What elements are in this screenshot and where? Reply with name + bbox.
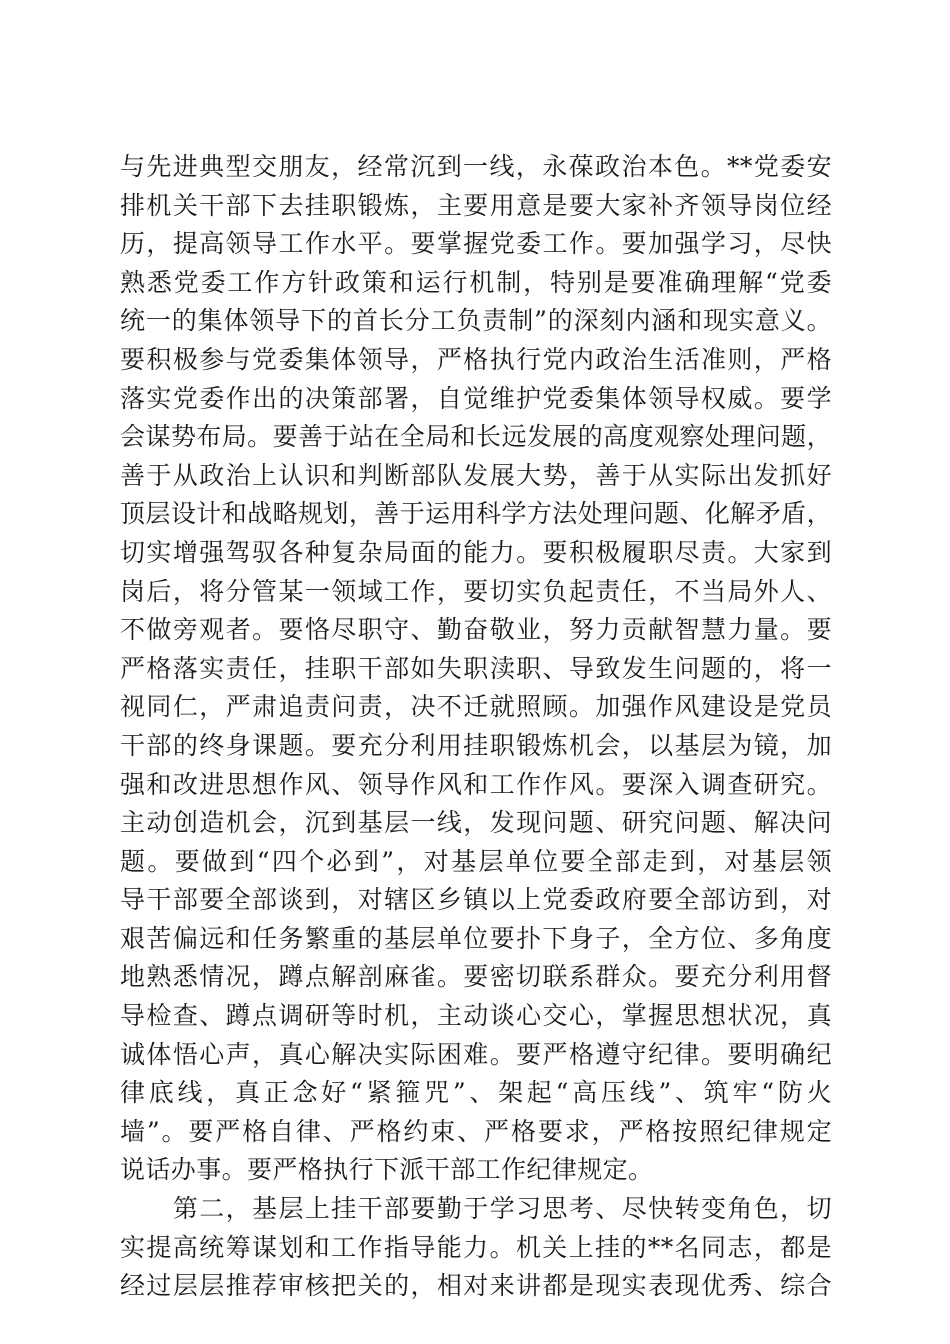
text-line: 说话办事。要严格执行下派干部工作纪律规定。: [120, 1155, 654, 1185]
text-line: 诚体悟心声，真心解决实际困难。要严格遵守纪律。要明确纪: [120, 1039, 832, 1069]
text-line: 导干部要全部谈到，对辖区乡镇以上党委政府要全部访到，对: [120, 885, 832, 915]
text-line: 艰苦偏远和任务繁重的基层单位要扑下身子，全方位、多角度: [120, 923, 832, 953]
text-line: 严格落实责任，挂职干部如失职渎职、导致发生问题的，将一: [120, 653, 832, 683]
text-line: 视同仁，严肃追责问责，决不迁就照顾。加强作风建设是党员: [120, 692, 832, 722]
text-line: 排机关干部下去挂职锻炼，主要用意是要大家补齐领导岗位经: [120, 190, 832, 220]
text-line: 落实党委作出的决策部署，自觉维护党委集体领导权威。要学: [120, 383, 832, 413]
text-line: 主动创造机会，沉到基层一线，发现问题、研究问题、解决问: [120, 808, 832, 838]
text-line: 墙”。要严格自律、严格约束、严格要求，严格按照纪律规定: [120, 1116, 832, 1146]
text-line: 干部的终身课题。要充分利用挂职锻炼机会，以基层为镜，加: [120, 730, 832, 760]
text-line: 导检查、蹲点调研等时机，主动谈心交心，掌握思想状况，真: [120, 1001, 832, 1031]
text-line: 第二，基层上挂干部要勤于学习思考、尽快转变角色，切: [120, 1194, 832, 1224]
text-line: 律底线，真正念好“紧箍咒”、架起“高压线”、筑牢“防火: [120, 1078, 832, 1108]
document-body: [120, 148, 832, 1306]
text-line: 岗后，将分管某一领域工作，要切实负起责任，不当局外人、: [120, 576, 832, 606]
text-line: 强和改进思想作风、领导作风和工作作风。要深入调查研究。: [120, 769, 832, 799]
text-line: 会谋势布局。要善于站在全局和长远发展的高度观察处理问题，: [120, 422, 832, 452]
text-line: 顶层设计和战略规划，善于运用科学方法处理问题、化解矛盾，: [120, 499, 832, 529]
text-line: 切实增强驾驭各种复杂局面的能力。要积极履职尽责。大家到: [120, 537, 832, 567]
text-line: 历，提高领导工作水平。要掌握党委工作。要加强学习，尽快: [120, 229, 832, 259]
text-line: 地熟悉情况，蹲点解剖麻雀。要密切联系群众。要充分利用督: [120, 962, 832, 992]
text-line: 熟悉党委工作方针政策和运行机制，特别是要准确理解“党委: [120, 267, 832, 297]
text-line: 题。要做到“四个必到”，对基层单位要全部走到，对基层领: [120, 846, 832, 876]
text-line: 要积极参与党委集体领导，严格执行党内政治生活准则，严格: [120, 344, 832, 374]
text-line: 善于从政治上认识和判断部队发展大势，善于从实际出发抓好: [120, 460, 832, 490]
text-line: 实提高统筹谋划和工作指导能力。机关上挂的**名同志，都是: [120, 1232, 832, 1262]
text-line: 与先进典型交朋友，经常沉到一线，永葆政治本色。**党委安: [120, 152, 832, 181]
text-line: 统一的集体领导下的首长分工负责制”的深刻内涵和现实意义。: [120, 306, 832, 336]
text-line: 不做旁观者。要恪尽职守、勤奋敬业，努力贡献智慧力量。要: [120, 615, 832, 645]
text-line: 经过层层推荐审核把关的，相对来讲都是现实表现优秀、综合: [120, 1271, 832, 1301]
